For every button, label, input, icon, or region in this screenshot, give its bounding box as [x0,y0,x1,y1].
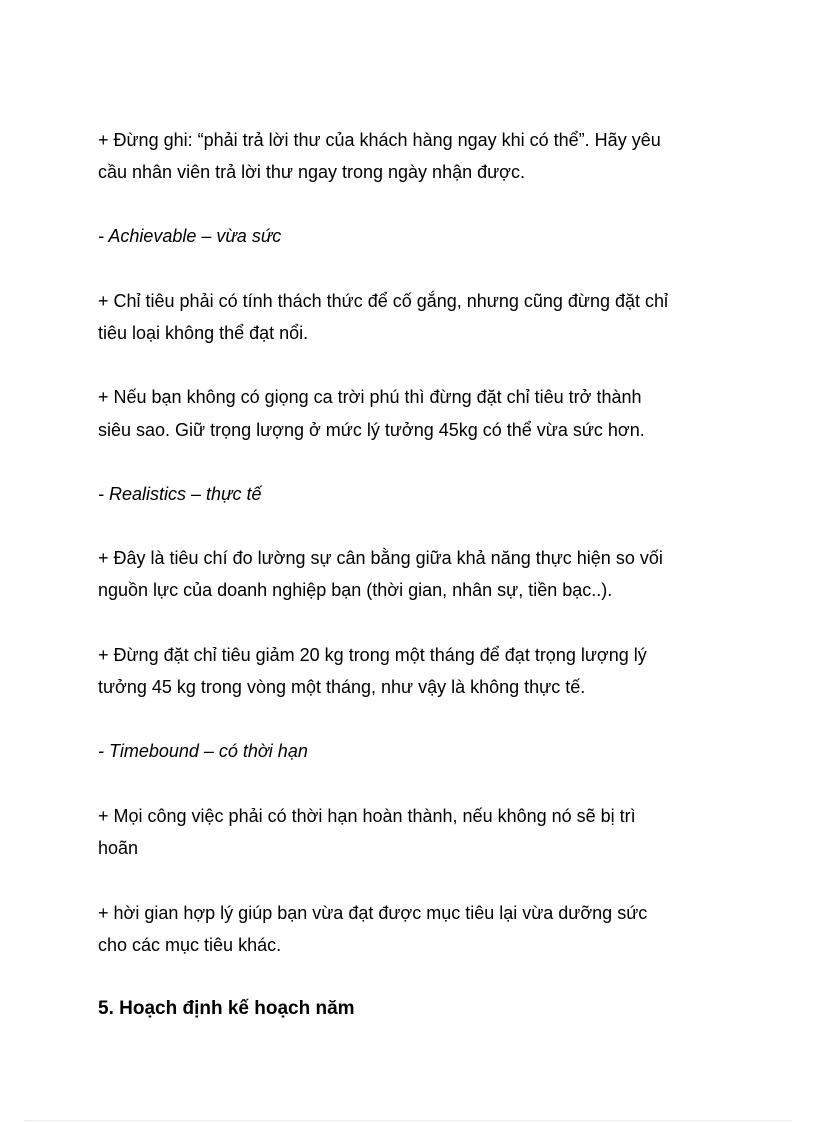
paragraph-line: nguồn lực của doanh nghiệp bạn (thời gian, nhân sự, tiền bạc..). [98,580,613,600]
paragraph-line: cho các mục tiêu khác. [98,935,282,955]
paragraph-line: + Đây là tiêu chí đo lường sự cân bằng giữa khả năng thực hiện so vối [98,548,663,568]
section-heading: 5. Hoạch định kế hoạch năm [98,998,355,1019]
paragraph-line: + Nếu bạn không có giọng ca trời phú thì đừng đặt chỉ tiêu trở thành [98,387,642,407]
paragraph-line: cầu nhân viên trả lời thư ngay trong ngày nhận được. [98,162,525,182]
paragraph-line: + Đừng ghi: “phải trả lời thư của khách hàng ngay khi có thể”. Hãy yêu [98,130,661,150]
criterion-heading-realistics: - Realistics – thực tế [98,484,262,504]
paragraph-line: tưởng 45 kg trong vòng một tháng, như vậy là không thực tế. [98,677,586,697]
page-bottom-divider [24,1120,792,1121]
paragraph-line: + Mọi công việc phải có thời hạn hoàn thành, nếu không nó sẽ bị trì [98,806,636,826]
paragraph-line: + Chỉ tiêu phải có tính thách thức để cố gắng, nhưng cũng đừng đặt chỉ [98,291,669,311]
paragraph-line: + hời gian hợp lý giúp bạn vừa đạt được mục tiêu lại vừa dưỡng sức [98,903,648,923]
criterion-heading-achievable: - Achievable – vừa sức [98,226,282,246]
criterion-heading-timebound: - Timebound – có thời hạn [98,741,308,761]
paragraph-line: siêu sao. Giữ trọng lượng ở mức lý tưởng 45kg có thể vừa sức hơn. [98,420,645,440]
paragraph-line: + Đừng đặt chỉ tiêu giảm 20 kg trong một tháng để đạt trọng lượng lý [98,645,647,665]
paragraph-line: tiêu loại không thể đạt nổi. [98,323,309,343]
paragraph-line: hoãn [98,838,139,858]
